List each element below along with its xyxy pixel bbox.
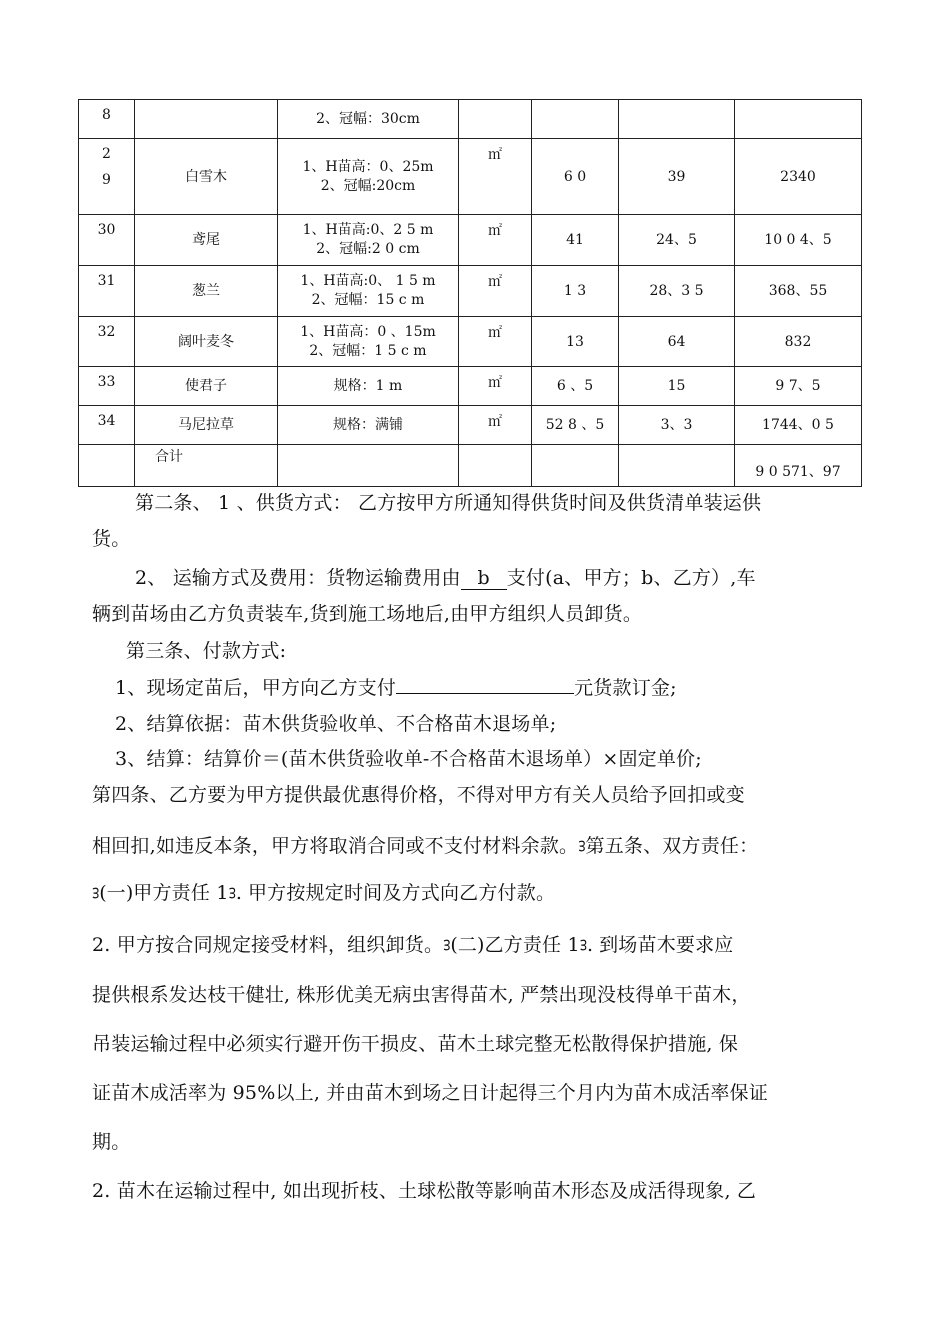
cell-price: 28、3 5 — [619, 266, 735, 317]
cell-unit: ㎡ — [459, 317, 532, 367]
payment-item-3: 3、结算：结算价＝(苗木供货验收单-不合格苗木退场单）×固定单价; — [115, 748, 702, 770]
cell-qty: 13 — [532, 317, 619, 367]
payment-item-1 — [115, 673, 677, 700]
payment-item-1-pre: 1、现场定苗后，甲方向乙方支付 — [115, 677, 397, 699]
plant-spec — [278, 100, 459, 139]
party-b-duty-1-line3: 吊装运输过程中必须实行避开伤干损皮、苗木土球完整无松散得保护措施, 保 — [92, 1033, 739, 1055]
plant-name: 阔叶麦冬 — [135, 317, 278, 367]
plant-spec — [278, 317, 459, 367]
cell-price: 24、5 — [619, 215, 735, 266]
seedling-price-table — [78, 99, 862, 487]
plant-spec — [278, 367, 459, 406]
cell-qty: 52 8 、5 — [532, 406, 619, 445]
spec-line: 规格：1 m — [333, 377, 403, 394]
cell-qty: 6 、5 — [532, 367, 619, 406]
table-row — [79, 367, 862, 406]
spec-line: 2、冠幅:20cm — [320, 177, 416, 194]
spec-line: 1、H苗高:0、 1 5 m — [300, 273, 436, 289]
table-row — [79, 100, 862, 139]
cell-price: 15 — [619, 367, 735, 406]
party-b-duty-2: 2. 苗木在运输过程中, 如出现折枝、土球松散等影响苗木形态及成活得现象, 乙 — [92, 1180, 757, 1202]
spec-line: 1、H苗高：0、25m — [302, 158, 434, 175]
cell-amount — [735, 100, 862, 139]
row-number: 2 9 — [79, 139, 135, 215]
row-number: 8 — [79, 100, 135, 139]
spec-line: 2、冠幅：15 c m — [311, 292, 425, 308]
cell-unit: ㎡ — [459, 215, 532, 266]
cell-amount: 9 7、5 — [735, 367, 862, 406]
table-row — [79, 406, 862, 445]
spec-line: 2、冠幅：1 5 c m — [309, 342, 427, 359]
article-2-supply-method: 第二条、 1 、供货方式： 乙方按甲方所通知得供货时间及供货清单装运供 — [135, 492, 762, 514]
article-3-heading: 第三条、付款方式: — [126, 640, 287, 662]
bullet-glyph: ᢃ — [579, 937, 588, 955]
party-b-duty-1-line4: 证苗木成活率为 95%以上, 并由苗木到场之日计起得三个月内为苗木成活率保证 — [92, 1082, 768, 1104]
party-b-duty-1-line2: 提供根系发达枝干健壮, 株形优美无病虫害得苗木, 严禁出现没枝得单干苗木， — [92, 984, 751, 1006]
table-row — [79, 266, 862, 317]
table-row — [79, 317, 862, 367]
transport-text-post: 支付(a、甲方；b、乙方）,车 — [506, 567, 756, 589]
spec-line: 1、H苗高:0、2 5 m — [302, 222, 434, 238]
plant-name: 使君子 — [135, 367, 278, 406]
plant-spec — [278, 406, 459, 445]
row-number: 30 — [79, 215, 135, 266]
article-4: 第四条、乙方要为甲方提供最优惠得价格，不得对甲方有关人员给予回扣或变 — [92, 784, 745, 806]
article-4-cont — [92, 831, 758, 858]
cell-amount: 832 — [735, 317, 862, 367]
spec-line: 2、冠幅:2 0 cm — [316, 241, 420, 257]
cell-unit — [459, 100, 532, 139]
cell-qty: 41 — [532, 215, 619, 266]
empty-cell — [79, 445, 135, 487]
table-row — [79, 215, 862, 266]
payment-item-2: 2、结算依据：苗木供货验收单、不合格苗木退场单; — [115, 713, 557, 735]
total-row — [79, 445, 862, 487]
transport-text-pre: 2、 运输方式及费用：货物运输费用由 — [135, 567, 461, 589]
article-2-supply-method-cont: 货。 — [92, 528, 131, 550]
party-a-duty-1 — [92, 878, 555, 905]
party-a-duty-2 — [92, 930, 734, 957]
plant-spec — [278, 139, 459, 215]
party-b-duty-1-text: . 到场苗木要求应 — [587, 934, 734, 956]
cell-amount: 368、55 — [735, 266, 862, 317]
row-number: 31 — [79, 266, 135, 317]
cell-qty: 6 0 — [532, 139, 619, 215]
deposit-amount-field — [396, 673, 574, 694]
empty-cell — [278, 445, 459, 487]
empty-cell — [619, 445, 735, 487]
cell-amount: 10 0 4、5 — [735, 215, 862, 266]
total-value: 9 0 571、97 — [735, 445, 862, 487]
party-a-duty-text: . 甲方按规定时间及方式向乙方付款。 — [235, 882, 556, 904]
cell-price: 3、3 — [619, 406, 735, 445]
article-5-heading: 第五条、双方责任： — [585, 835, 759, 857]
total-label: 合计 — [135, 445, 278, 487]
cell-unit: ㎡ — [459, 266, 532, 317]
row-number: 33 — [79, 367, 135, 406]
row-number: 34 — [79, 406, 135, 445]
spec-line: 1、H苗高：0 、15m — [300, 323, 436, 340]
bullet-glyph: ᢃ — [92, 885, 100, 903]
party-a-duty-2-text: 2. 甲方按合同规定接受材料，组织卸货。 — [92, 934, 444, 956]
plant-name: 马尼拉草 — [135, 406, 278, 445]
cell-qty: 1 3 — [532, 266, 619, 317]
plant-name: 葱兰 — [135, 266, 278, 317]
empty-cell — [532, 445, 619, 487]
cell-price: 64 — [619, 317, 735, 367]
bullet-glyph: ᢃ — [578, 838, 586, 856]
party-b-duty-1-line5: 期。 — [92, 1131, 131, 1153]
plant-spec — [278, 215, 459, 266]
plant-name: 鸢尾 — [135, 215, 278, 266]
cell-price: 39 — [619, 139, 735, 215]
cell-qty — [532, 100, 619, 139]
plant-name: 白雪木 — [135, 139, 278, 215]
plant-name — [135, 100, 278, 139]
article-2-transport — [135, 563, 756, 590]
article-4-cont-text: 相回扣,如违反本条，甲方将取消合同或不支付材料余款。 — [92, 835, 579, 857]
party-a-duty-label: (一)甲方责任 1 — [99, 882, 229, 904]
plant-spec — [278, 266, 459, 317]
table-row — [79, 139, 862, 215]
article-2-transport-cont: 辆到苗场由乙方负责装车,货到施工场地后,由甲方组织人员卸货。 — [92, 603, 643, 625]
party-b-duty-label: (二)乙方责任 1 — [450, 934, 580, 956]
cell-unit: ㎡ — [459, 367, 532, 406]
cell-unit: ㎡ — [459, 139, 532, 215]
cell-amount: 1744、0 5 — [735, 406, 862, 445]
payment-item-1-post: 元货款订金; — [574, 677, 677, 699]
table-body — [79, 100, 862, 487]
spec-line: 2、冠幅：30cm — [316, 110, 420, 127]
cell-unit: ㎡ — [459, 406, 532, 445]
bullet-glyph: ᢃ — [228, 885, 236, 903]
row-number: 32 — [79, 317, 135, 367]
bullet-glyph: ᢃ — [443, 937, 451, 955]
spec-line: 规格：满铺 — [333, 416, 403, 433]
cell-price — [619, 100, 735, 139]
empty-cell — [459, 445, 532, 487]
transport-payer-field: b — [461, 567, 507, 590]
cell-amount: 2340 — [735, 139, 862, 215]
